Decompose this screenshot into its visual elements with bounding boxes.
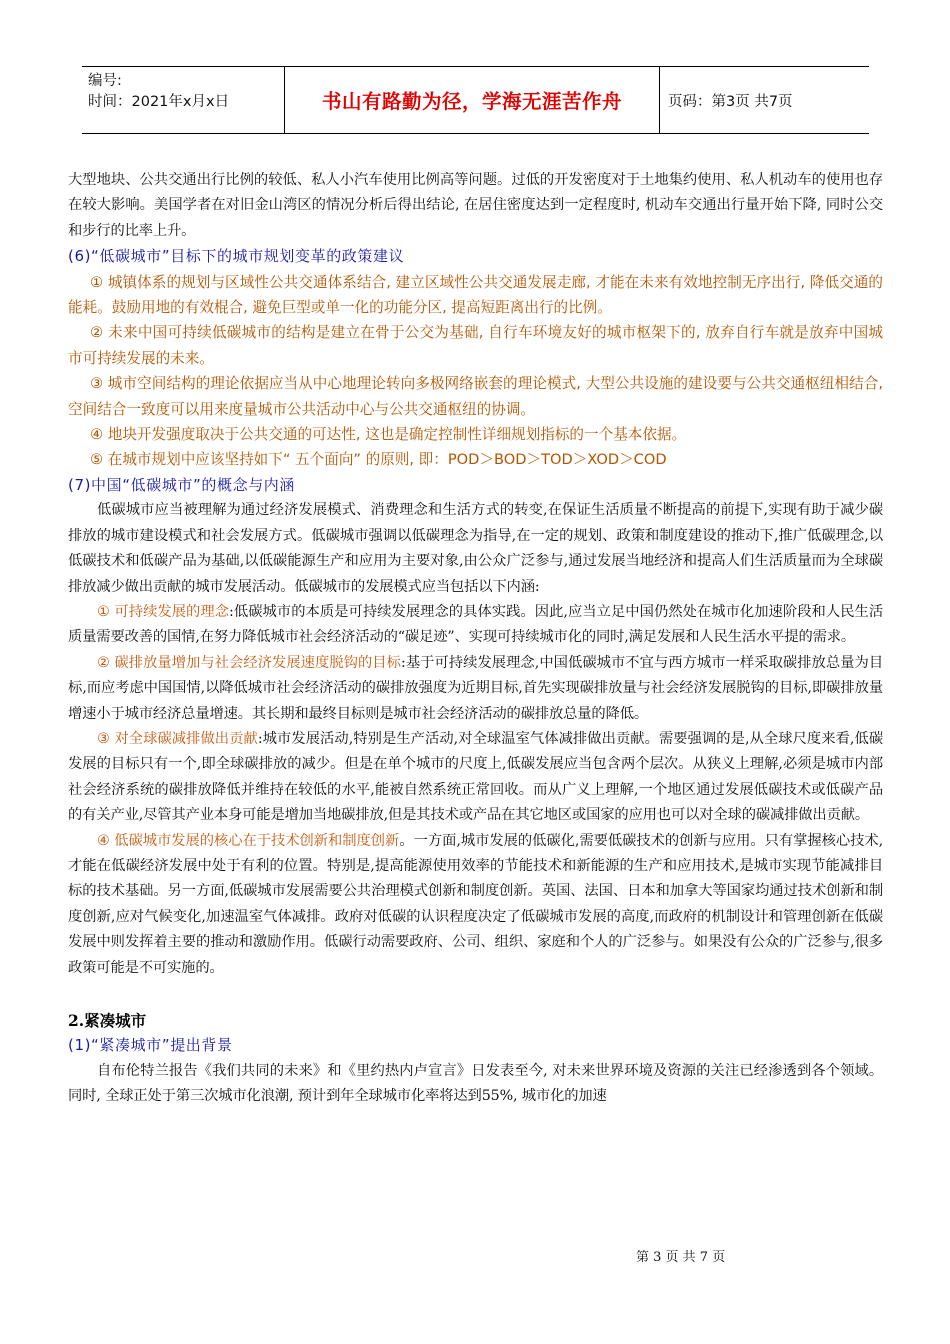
section7-paragraph: 低碳城市应当被理解为通过经济发展模式、消费理念和生活方式的转变,在保证生活质量不断提高的前提下,实现有助于减少碳排放的城市建设模式和社会发展方式。低碳城市强调以低碳理念为指导,在一定的规划、政策和制度建设的推动下,推广低碳理念,以低碳技术和低碳产品为基础,以低碳能源生产和应用为主要对象,由公众广泛参与,通过发展当地经济和提高人们生活质量而为全球碳排放减少做出贡献的城市发展活动。低碳城市的发展模式应当包括以下内涵: <box>68 502 883 595</box>
section2-heading: 2.紧凑城市 <box>68 1011 147 1030</box>
header-motto-cell <box>284 67 660 133</box>
connotation-4 <box>68 829 883 981</box>
section-gap <box>68 981 883 1008</box>
policy-item-3: ③ 城市空间结构的理论依据应当从中心地理论转向多极网络嵌套的理论模式, 大型公共设施的建设要与公共交通枢纽相结合, 空间结合一致度可以用来度量城市公共活动中心与公共交通枢纽的协调。 <box>68 375 883 418</box>
section6-heading: (6)“低碳城市”目标下的城市规划变革的政策建议 <box>68 247 405 266</box>
time-label: 时间：2021年x月x日 <box>88 94 230 110</box>
page-label: 页码：第3页 共7页 <box>668 93 793 110</box>
connotation-4-text: 。一方面,城市发展的低碳化,需要低碳技术的创新与应用。只有掌握核心技术,才能在低碳经济发展中处于有利的位置。特别是,提高能源使用效率的节能技术和新能源的生产和应用技术,是城市实现节能减排目标的技术基础。另一方面,低碳城市发展需要公共治理模式创新和制度创新。英国、法国、日本和加拿大等国家均通过技术创新和制度创新,应对气候变化,加速温室气体减排。政府对低碳的认识程度决定了低碳城市发展的高度,而政府的机制设计和管理创新在低碳发展中则发挥着主要的推动和激励作用。低碳行动需要政府、公司、组织、家庭和个人的广泛参与。如果没有公众的广泛参与,很多政策可能是不可实施的。 <box>68 832 884 976</box>
policy-list <box>68 270 883 473</box>
connotation-3 <box>68 727 883 829</box>
connotation-3-text: :城市发展活动,特别是生产活动,对全球温室气体减排做出贡献。需要强调的是,从全球尺度来看,低碳发展的目标只有一个,即全球碳排放的减少。但是在单个城市的尺度上,低碳发展应当包含两个层次。从狭义上理解,必须是城市内部社会经济系统的碳排放降低并维持在较低的水平,能被自然系统正常回收。而从广义上理解,一个地区通过发展低碳技术或低碳产品的有关产业,尽管其产业本身可能是增加当地碳排放,但是其技术或产品在其它地区或国家的应用也可以对全球的碳减排做出贡献。 <box>68 730 883 824</box>
policy-item-1: ① 城镇体系的规划与区域性公共交通体系结合, 建立区域性公共交通发展走廊, 才能在未来有效地控制无序出行, 降低交通的能耗。鼓励用地的有效棍合, 避免巨型或单一化的功能分区, 提高短距离出行的比例。 <box>68 273 883 317</box>
header-table <box>82 66 869 134</box>
policy-item-5: ⑤ 在城市规划中应该坚持如下“ 五个面向” 的原则, 即：POD＞BOD＞TOD＞XOD＞COD <box>90 451 667 469</box>
section2-1-heading: (1)“紧凑城市”提出背景 <box>68 1036 233 1055</box>
connotation-4-label: ④ 低碳城市发展的核心在于技术创新和制度创新 <box>97 832 400 849</box>
page-footer: 第 3 页 共 7 页 <box>636 1250 726 1265</box>
policy-item-4: ④ 地块开发强度取决于公共交通的可达性, 这也是确定控制性详细规划指标的一个基本依据。 <box>90 426 687 444</box>
intro-paragraph: 大型地块、公共交通出行比例的较低、私人小汽车使用比例高等问题。过低的开发密度对于土地集约使用、私人机动车的使用也存在较大影响。美国学者在对旧金山湾区的情况分析后得出结论, 在居住密度达到一定程度时, 机动车交通出行量开始下降, 同时公交和步行的比率上升。 <box>68 172 883 239</box>
header-meta <box>82 67 284 133</box>
header-page-cell <box>660 67 869 133</box>
connotation-1-label: ① 可持续发展的理念 <box>97 603 230 620</box>
connotation-2-text: :基于可持续发展理念,中国低碳城市不宜与西方城市一样采取碳排放总量为目标,而应考虑中国国情,以降低城市社会经济活动的碳排放强度为近期目标,首先实现碳排放量与社会经济发展脱钩的目标,即碳排放量增速小于城市经济总量增速。其长期和最终目标则是城市社会经济活动的碳排放总量的降低。 <box>68 654 884 722</box>
connotation-2 <box>68 651 883 727</box>
policy-item-2: ② 未来中国可持续低碳城市的结构是建立在骨于公交为基础, 自行车环境友好的城市枢架下的, 放弃自行车就是放弃中国城市可持续发展的未来。 <box>68 324 883 367</box>
connotation-3-label: ③ 对全球碳减排做出贡献 <box>97 730 258 747</box>
connotation-1 <box>68 600 883 651</box>
section7-heading: (7)中国“低碳城市”的概念与内涵 <box>68 475 295 494</box>
connotation-2-label: ② 碳排放量增加与社会经济发展速度脱钩的目标 <box>97 654 401 671</box>
connotation-1-text: :低碳城市的本质是可持续发展理念的具体实践。因此,应当立足中国仍然处在城市化加速阶段和人民生活质量需要改善的国情,在努力降低城市社会经济活动的“碳足迹”、实现可持续城市化的同时,满足发展和人民生活水平提的需求。 <box>68 603 883 646</box>
section2-1-paragraph: 自布伦特兰报告《我们共同的未来》和《里约热内卢宣言》日发表至今, 对未来世界环境及资源的关注已经渗透到各个领域。同时, 全球正处于第三次城市化浪潮, 预计到年全球城市化率将达到55%, 城市化的加速 <box>68 1062 883 1105</box>
document-body <box>68 168 883 1110</box>
motto: 书山有路勤为径，学海无涯苦作舟 <box>321 90 622 113</box>
number-label: 编号: <box>88 73 122 89</box>
